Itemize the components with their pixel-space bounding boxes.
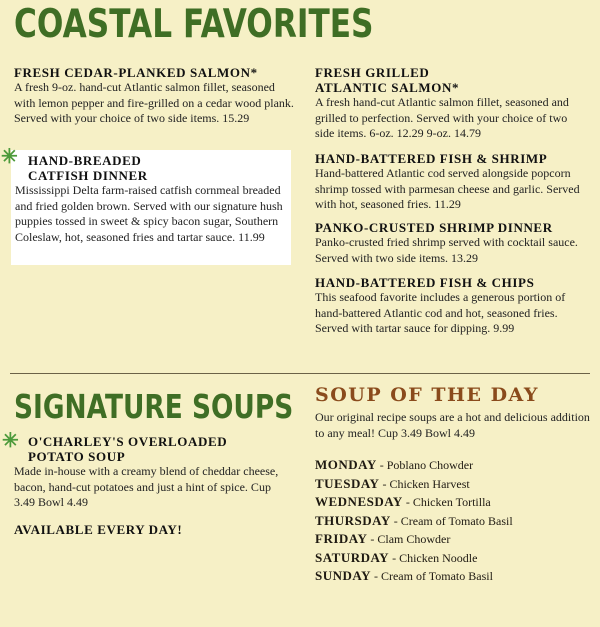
schedule-row-thursday: THURSDAY - Cream of Tomato Basil xyxy=(315,512,513,528)
signature-soups-title: SIGNATURE SOUPS xyxy=(14,387,294,426)
soup-of-the-day-description: Our original recipe soups are a hot and delicious addition to any meal! Cup 3.49 Bowl 4.49 xyxy=(315,410,590,440)
item-description: Made in-house with a creamy blend of cheddar cheese, bacon, hand-cut potatoes and just a hint of spice. Cup 3.49 Bowl 4.49 xyxy=(14,464,279,509)
menu-item-grilled-salmon xyxy=(315,65,587,142)
day-name: THURSDAY xyxy=(315,512,391,528)
soup-name: Cream of Tomato Basil xyxy=(380,569,493,583)
available-note: AVAILABLE EVERY DAY! xyxy=(14,522,183,537)
menu-item-potato-soup xyxy=(2,430,294,511)
day-name: FRIDAY xyxy=(315,531,368,546)
soup-schedule xyxy=(315,456,590,586)
item-title: HAND-BATTERED FISH & CHIPS xyxy=(315,275,535,290)
item-description: Mississippi Delta farm-raised catfish cornmeal breaded and fried golden brown. Served with our signature hush puppies tossed in sweet & spicy bacon sugar, Southern Coleslaw, hot, seasoned fries and tartar sauce. 11.99 xyxy=(15,183,283,244)
menu-item-fish-shrimp xyxy=(315,151,590,213)
schedule-row-wednesday: WEDNESDAY - Chicken Tortilla xyxy=(315,494,491,509)
green-star-icon: ✳ xyxy=(1,146,18,168)
menu-item-panko-shrimp xyxy=(315,220,590,266)
soup-of-the-day-title: SOUP OF THE DAY xyxy=(315,384,539,406)
item-title: O'CHARLEY'S OVERLOADED POTATO SOUP xyxy=(28,434,228,464)
item-title: HAND-BATTERED FISH & SHRIMP xyxy=(315,151,548,166)
item-title: FRESH GRILLED ATLANTIC SALMON* xyxy=(315,65,460,95)
schedule-row-monday: MONDAY - Poblano Chowder xyxy=(315,457,474,472)
item-description: A fresh hand-cut Atlantic salmon fillet, seasoned and grilled to perfection. Served with your choice of two side items. 6-oz. 12.29 9-oz. 14.79 xyxy=(315,95,569,140)
section-divider xyxy=(10,373,590,374)
item-description: A fresh 9-oz. hand-cut Atlantic salmon fillet, seasoned with lemon pepper and fire-grilled on a cedar wood plank. Served with your choice of two side items. 15.29 xyxy=(14,80,294,125)
day-name: TUESDAY xyxy=(315,475,380,491)
soup-name: Chicken Harvest xyxy=(389,476,470,491)
schedule-row-sunday: SUNDAY - Cream of Tomato Basil xyxy=(315,568,493,583)
item-title: HAND-BREADED CATFISH DINNER xyxy=(28,153,148,183)
day-name: WEDNESDAY xyxy=(315,494,403,509)
menu-item-cedar-salmon xyxy=(14,65,294,127)
day-name: SUNDAY xyxy=(315,568,371,583)
item-description: This seafood favorite includes a generous portion of hand-battered Atlantic cod and hot, seasoned fries. Served with tartar sauce for dipping. 9.99 xyxy=(315,290,566,335)
soup-name: Poblano Chowder xyxy=(386,458,474,472)
day-name: MONDAY xyxy=(315,457,377,472)
soup-name: Clam Chowder xyxy=(377,532,451,546)
coastal-favorites-title: COASTAL FAVORITES xyxy=(14,2,374,47)
soup-name: Chicken Tortilla xyxy=(412,495,491,509)
day-name: SATURDAY xyxy=(315,549,390,565)
menu-item-fish-chips xyxy=(315,275,590,337)
schedule-row-saturday: SATURDAY - Chicken Noodle xyxy=(315,549,478,565)
green-star-icon: ✳ xyxy=(2,430,19,452)
soup-name: Chicken Noodle xyxy=(399,550,478,565)
item-title: PANKO-CRUSTED SHRIMP DINNER xyxy=(315,220,553,235)
menu-item-catfish-dinner xyxy=(1,146,291,265)
schedule-row-friday: FRIDAY - Clam Chowder xyxy=(315,531,451,546)
schedule-row-tuesday: TUESDAY - Chicken Harvest xyxy=(315,475,470,491)
item-title: FRESH CEDAR-PLANKED SALMON* xyxy=(14,65,258,80)
item-description: Panko-crusted fried shrimp served with cocktail sauce. Served with two side items. 13.29 xyxy=(315,235,578,265)
item-description: Hand-battered Atlantic cod served alongside popcorn shrimp tossed with parmesan cheese and garlic. Served with hot, seasoned fries. 11.29 xyxy=(315,166,580,211)
soup-name: Cream of Tomato Basil xyxy=(400,513,513,528)
